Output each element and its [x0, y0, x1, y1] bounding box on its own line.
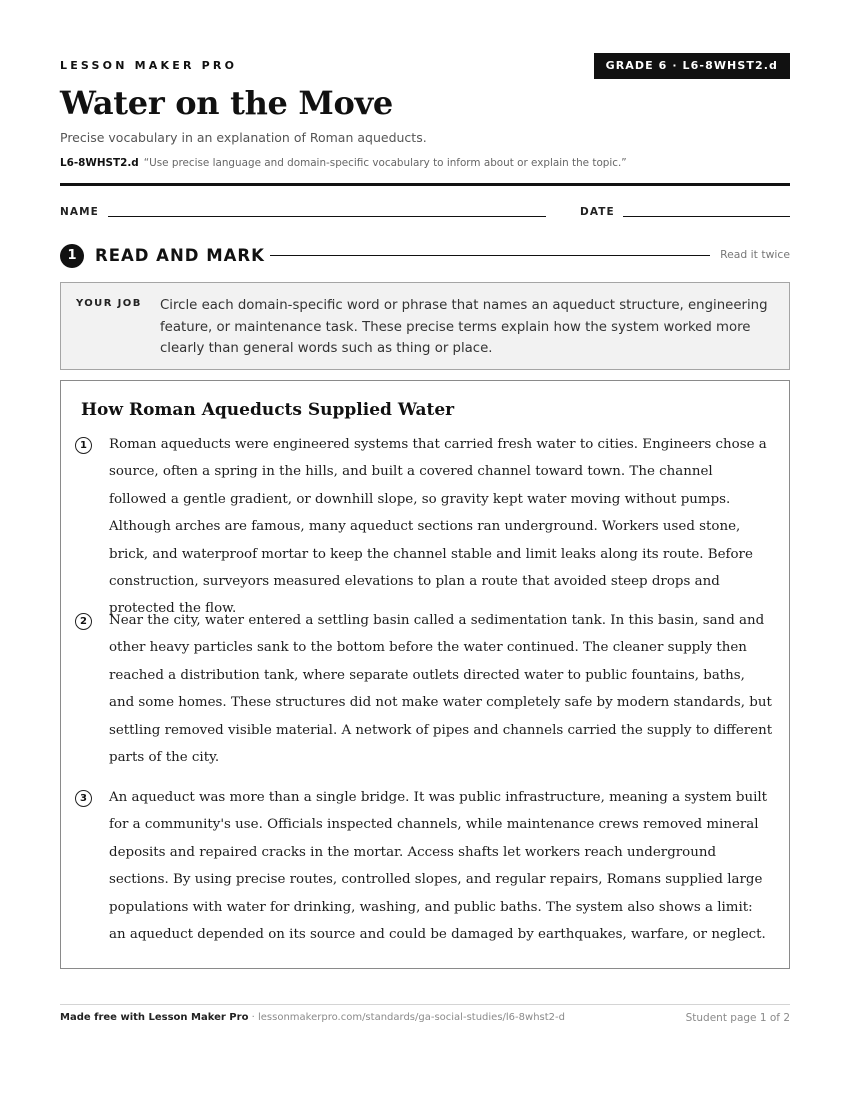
instructions-label: YOUR JOB: [76, 298, 142, 309]
passage-title: How Roman Aqueducts Supplied Water: [81, 400, 455, 420]
footer-credit: [60, 1012, 565, 1023]
paragraph-text: An aqueduct was more than a single bridge. It was public infrastructure, meaning a system built for a community's use. Officials inspected channels, while maintenance crews removed mineral deposits and repaired cracks in the mortar. Access shafts let workers reach underground sections. By using precise routes, controlled slopes, and regular repairs, Romans supplied large populations with water for drinking, washing, and public baths. The system also shows a limit: an aqueduct depended on its source and could be damaged by earthquakes, warfare, or neglect.: [109, 790, 768, 943]
standard-text: “Use precise language and domain-specific vocabulary to inform about or explain the topic.”: [143, 157, 627, 169]
name-label: NAME: [60, 206, 99, 218]
paragraph-text: Roman aqueducts were engineered systems that carried fresh water to cities. Engineers chose a source, often a spring in the hills, and built a covered channel toward town. The channel followed a gentle gradient, or downhill slope, so gravity kept water moving without pumps. Although arches are famous, many aqueduct sections ran underground. Workers used stone, brick, and waterproof mortar to keep the channel stable and limit leaks along its route. Before construction, surveyors measured elevations to plan a route that avoided steep drops and protected the flow.: [109, 437, 767, 617]
footer-url[interactable]: · lessonmakerpro.com/standards/ga-social-studies/l6-8whst2-d: [248, 1012, 565, 1023]
section-title: READ AND MARK: [95, 246, 265, 265]
section-divider: [270, 255, 710, 256]
grade-badge: GRADE 6 · L6-8WHST2.d: [594, 53, 790, 79]
section-note: Read it twice: [720, 248, 790, 261]
date-field[interactable]: [623, 216, 790, 217]
paragraph-number: 3: [75, 790, 92, 807]
brand-name: LESSON MAKER PRO: [60, 59, 238, 72]
standard-code: L6-8WHST2.d: [60, 157, 139, 169]
paragraph-number: 2: [75, 613, 92, 630]
date-label: DATE: [580, 206, 615, 218]
page-subtitle: Precise vocabulary in an explanation of Roman aqueducts.: [60, 130, 427, 145]
footer-brand: Made free with Lesson Maker Pro: [60, 1012, 249, 1023]
instructions-text: Circle each domain-specific word or phrase that names an aqueduct structure, engineering feature, or maintenance task. These precise terms explain how the system worked more clearly than general words such as thing or place.: [160, 298, 768, 356]
paragraph-text: Near the city, water entered a settling basin called a sedimentation tank. In this basin, sand and other heavy particles sank to the bottom before the water continued. The cleaner supply then reached a distribution tank, where separate outlets directed water to public fountains, baths, and some homes. These structures did not make water completely safe by modern standards, but settling removed visible material. A network of pipes and channels carried the supply to different parts of the city.: [109, 613, 773, 766]
section-number-badge: 1: [60, 244, 84, 268]
paragraph-number: 1: [75, 437, 92, 454]
page-indicator: Student page 1 of 2: [685, 1012, 790, 1024]
standard-line: [60, 157, 627, 169]
name-field[interactable]: [108, 216, 546, 217]
instructions-box: [60, 282, 790, 370]
reading-passage: [60, 380, 790, 969]
footer-divider: [60, 1004, 790, 1005]
header-divider: [60, 183, 790, 186]
page-title: Water on the Move: [60, 84, 393, 122]
